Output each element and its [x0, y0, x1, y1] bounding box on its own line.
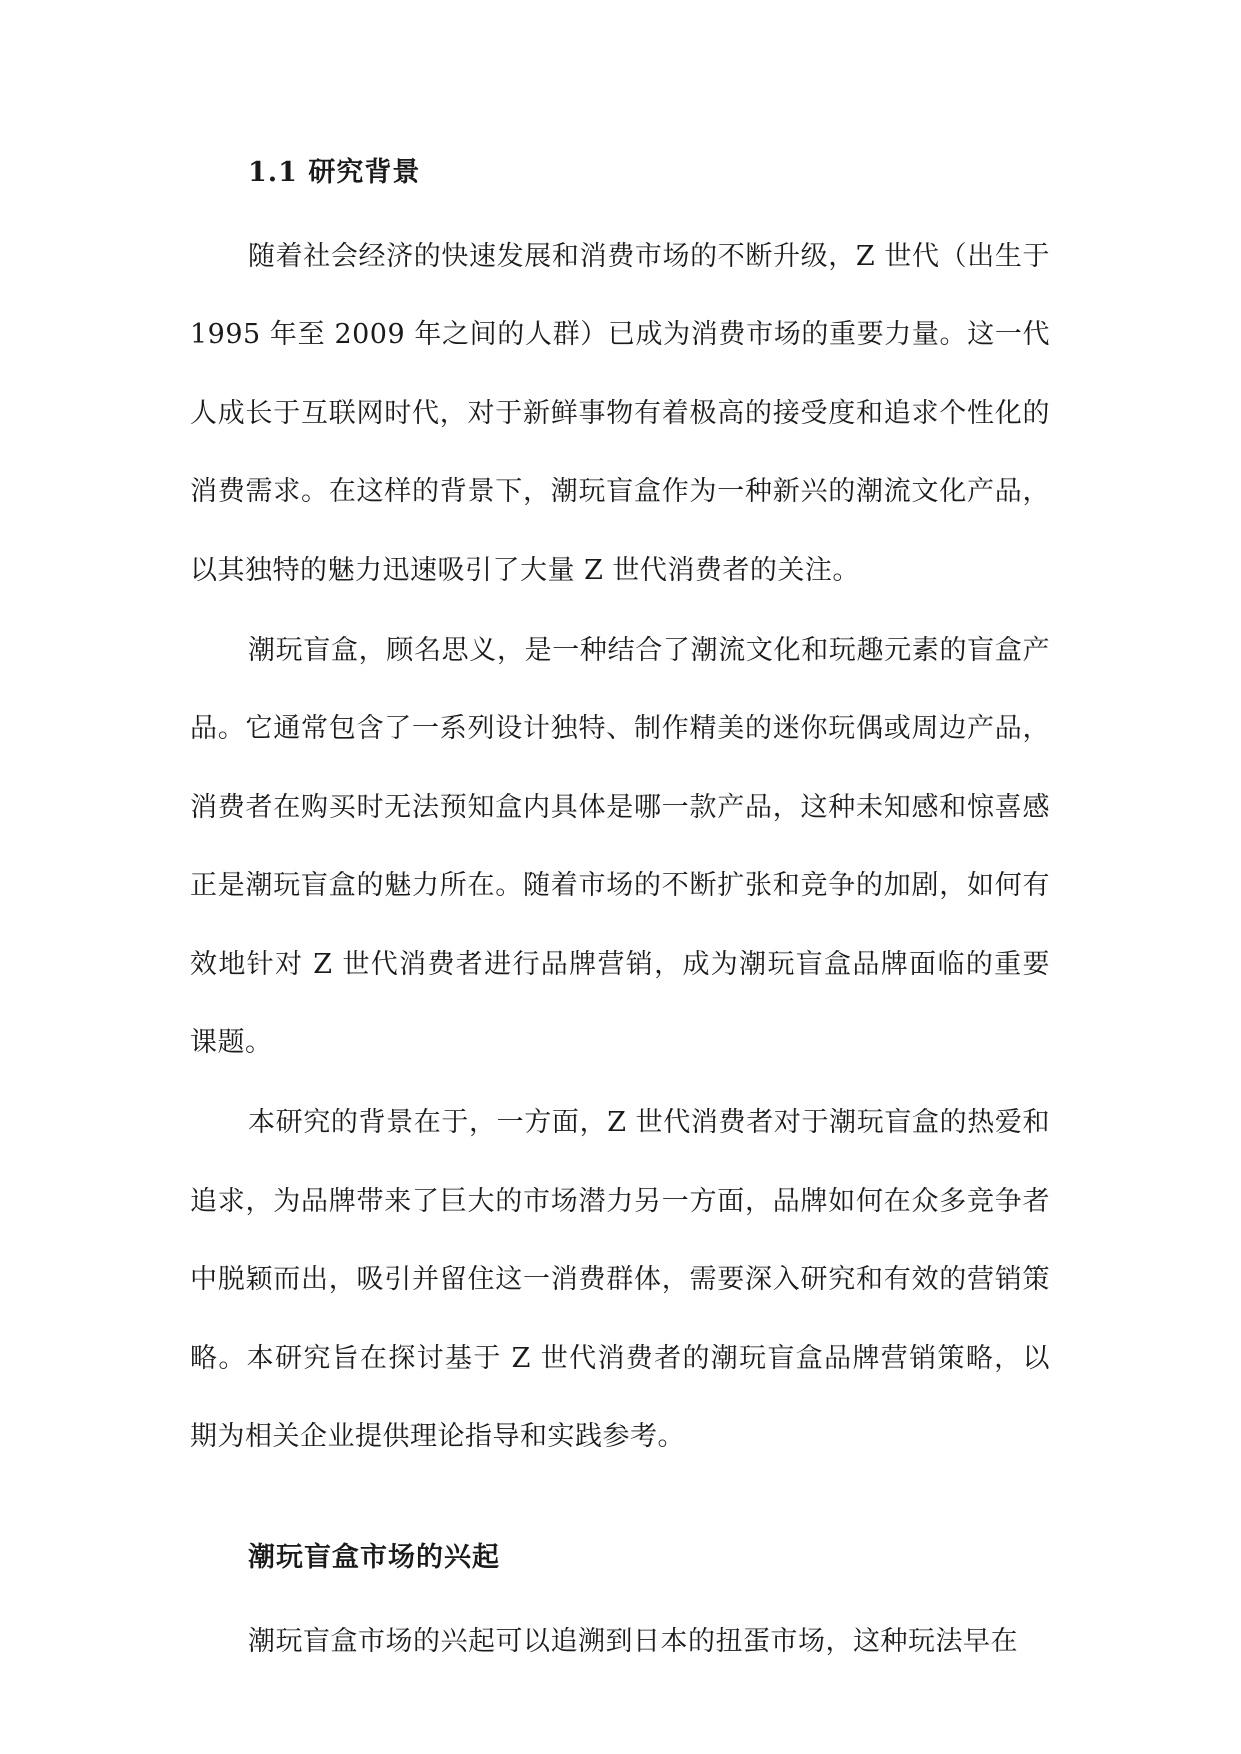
- paragraph: 潮玩盲盒，顾名思义，是一种结合了潮流文化和玩趣元素的盲盒产品。它通常包含了一系列设计独特、制作精美的迷你玩偶或周边产品，消费者在购买时无法预知盒内具体是哪一款产品，这种未知感和惊喜感正是潮玩盲盒的魅力所在。随着市场的不断扩张和竞争的加剧，如何有效地针对 Z 世代消费者进行品牌营销，成为潮玩盲盒品牌面临的重要课题。: [190, 635, 1050, 1059]
- paragraph: 本研究的背景在于，一方面，Z 世代消费者对于潮玩盲盒的热爱和追求，为品牌带来了巨大的市场潜力另一方面，品牌如何在众多竞争者中脱颖而出，吸引并留住这一消费群体，需要深入研究和有效的营销策略。本研究旨在探讨基于 Z 世代消费者的潮玩盲盒品牌营销策略，以期为相关企业提供理论指导和实践参考。: [190, 1107, 1050, 1453]
- paragraph: 潮玩盲盒市场的兴起可以追溯到日本的扭蛋市场，这种玩法早在: [248, 1625, 1018, 1657]
- section-heading: 1.1 研究背景: [248, 157, 421, 188]
- paragraph: 随着社会经济的快速发展和消费市场的不断升级，Z 世代（出生于 1995 年至 2009 年之间的人群）已成为消费市场的重要力量。这一代人成长于互联网时代，对于新鲜事物有着极高的接受度和追求个性化的消费需求。在这样的背景下，潮玩盲盒作为一种新兴的潮流文化产品，以其独特的魅力迅速吸引了大量 Z 世代消费者的关注。: [190, 241, 1050, 586]
- document-content: [190, 148, 1050, 1681]
- subsection-heading: 潮玩盲盒市场的兴起: [248, 1541, 500, 1573]
